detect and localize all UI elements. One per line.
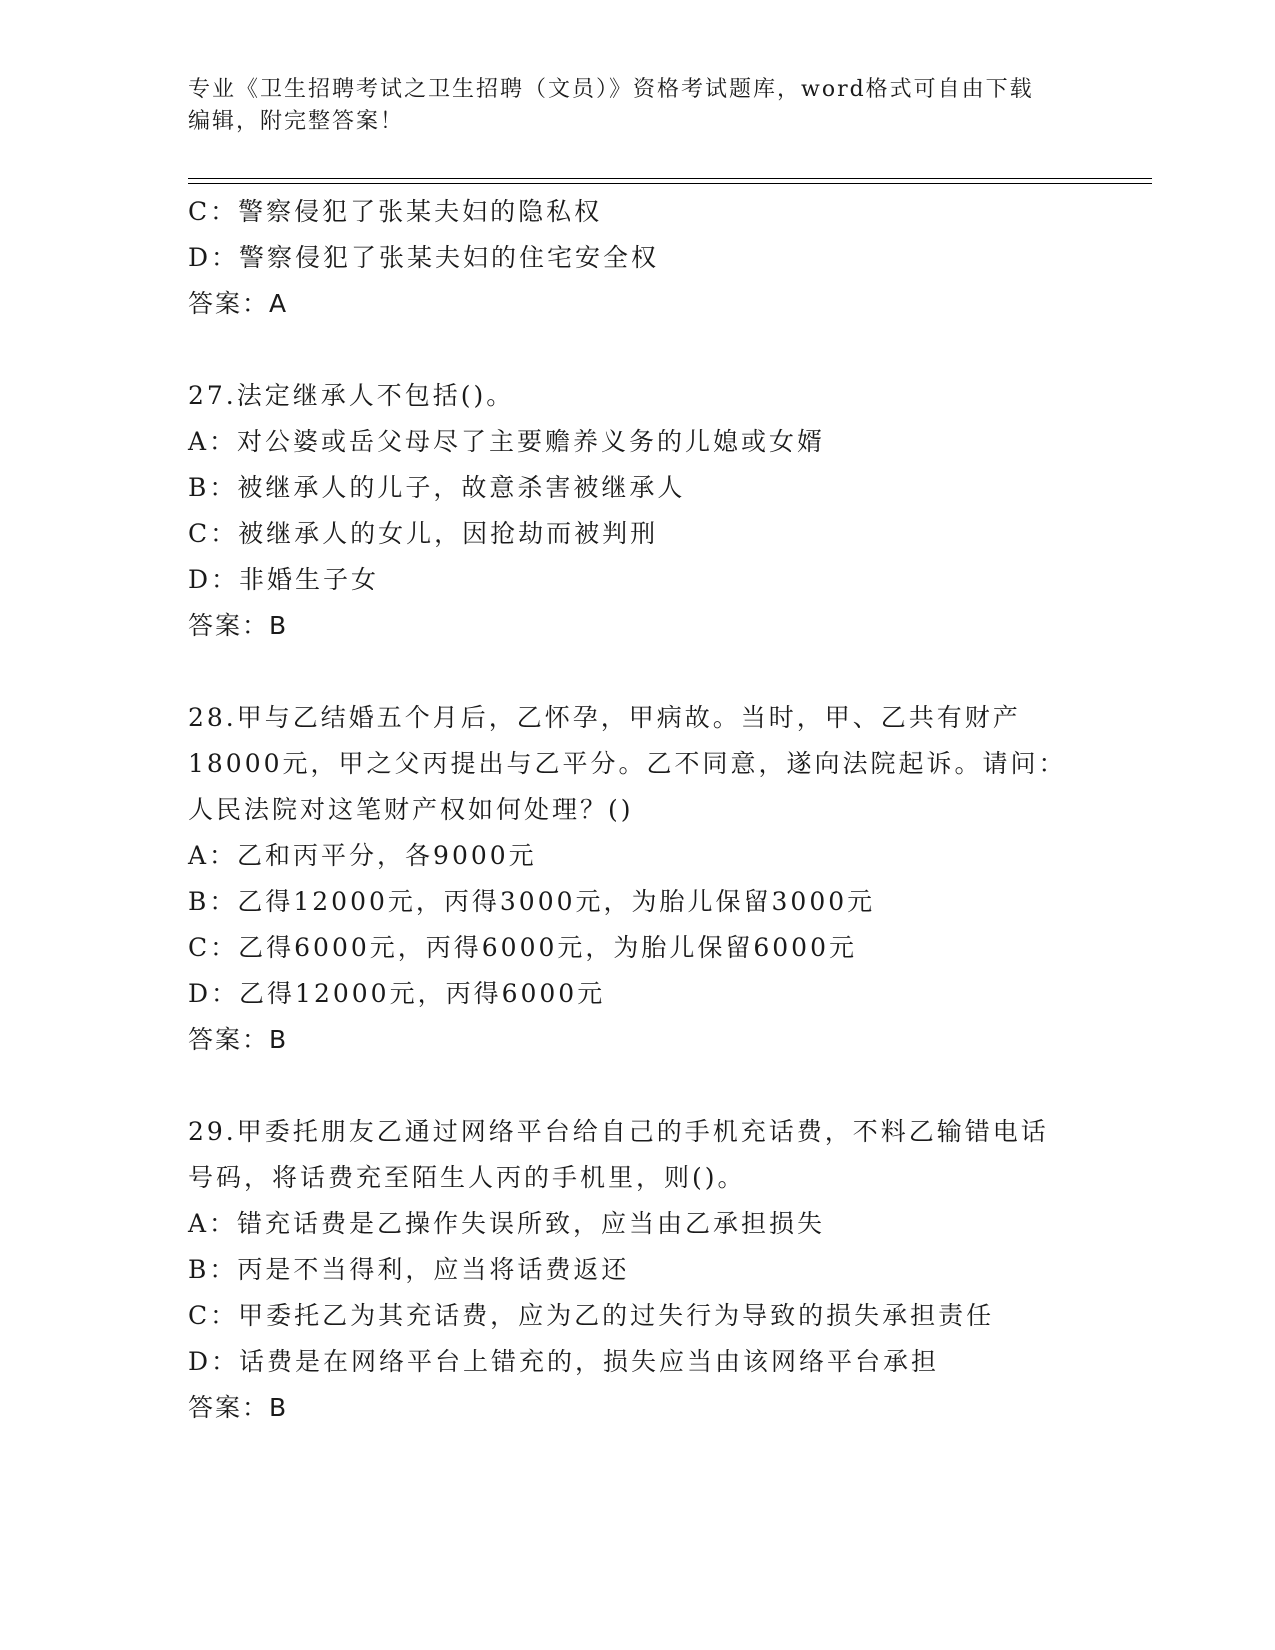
option-line: C：被继承人的女儿，因抢劫而被判刑 — [188, 519, 659, 548]
answer-line: 答案：B — [188, 1393, 289, 1422]
question-block — [188, 695, 1088, 1063]
option-line: B：被继承人的儿子，故意杀害被继承人 — [188, 473, 686, 502]
question-stem: 29.甲委托朋友乙通过网络平台给自己的手机充话费，不料乙输错电话 — [188, 1117, 1049, 1146]
option-line: B：丙是不当得利，应当将话费返还 — [188, 1255, 630, 1284]
block-spacer — [188, 649, 1088, 695]
answer-line: 答案：A — [188, 289, 289, 318]
option-line: C：警察侵犯了张某夫妇的隐私权 — [188, 197, 603, 226]
header-line-1: 专业《卫生招聘考试之卫生招聘（文员）》资格考试题库，word格式可自由下载 — [188, 77, 1034, 102]
option-line: D：乙得12000元，丙得6000元 — [188, 979, 606, 1008]
question-block — [188, 189, 1088, 327]
question-stem: 号码，将话费充至陌生人丙的手机里，则()。 — [188, 1163, 746, 1192]
header-rule-bottom — [188, 183, 1152, 184]
option-line: D：警察侵犯了张某夫妇的住宅安全权 — [188, 243, 660, 272]
question-stem: 18000元，甲之父丙提出与乙平分。乙不同意，遂向法院起诉。请问： — [188, 749, 1067, 778]
document-header — [188, 74, 1088, 138]
block-spacer — [188, 327, 1088, 373]
option-line: D：话费是在网络平台上错充的，损失应当由该网络平台承担 — [188, 1347, 940, 1376]
question-block — [188, 1109, 1088, 1431]
answer-line: 答案：B — [188, 611, 289, 640]
option-line: B：乙得12000元，丙得3000元，为胎儿保留3000元 — [188, 887, 876, 916]
option-line: A：乙和丙平分，各9000元 — [188, 841, 537, 870]
question-body — [188, 189, 1088, 1431]
question-stem: 27.法定继承人不包括()。 — [188, 381, 515, 410]
header-line-2: 编辑，附完整答案！ — [188, 109, 405, 134]
question-stem: 人民法院对这笔财产权如何处理？() — [188, 795, 634, 824]
option-line: A：错充话费是乙操作失误所致，应当由乙承担损失 — [188, 1209, 826, 1238]
option-line: C：甲委托乙为其充话费，应为乙的过失行为导致的损失承担责任 — [188, 1301, 995, 1330]
header-rule-top — [188, 178, 1152, 179]
option-line: A：对公婆或岳父母尽了主要赡养义务的儿媳或女婿 — [188, 427, 826, 456]
block-spacer — [188, 1063, 1088, 1109]
question-block — [188, 373, 1088, 649]
option-line: C：乙得6000元，丙得6000元，为胎儿保留6000元 — [188, 933, 857, 962]
option-line: D：非婚生子女 — [188, 565, 380, 594]
answer-line: 答案：B — [188, 1025, 289, 1054]
question-stem: 28.甲与乙结婚五个月后，乙怀孕，甲病故。当时，甲、乙共有财产 — [188, 703, 1021, 732]
